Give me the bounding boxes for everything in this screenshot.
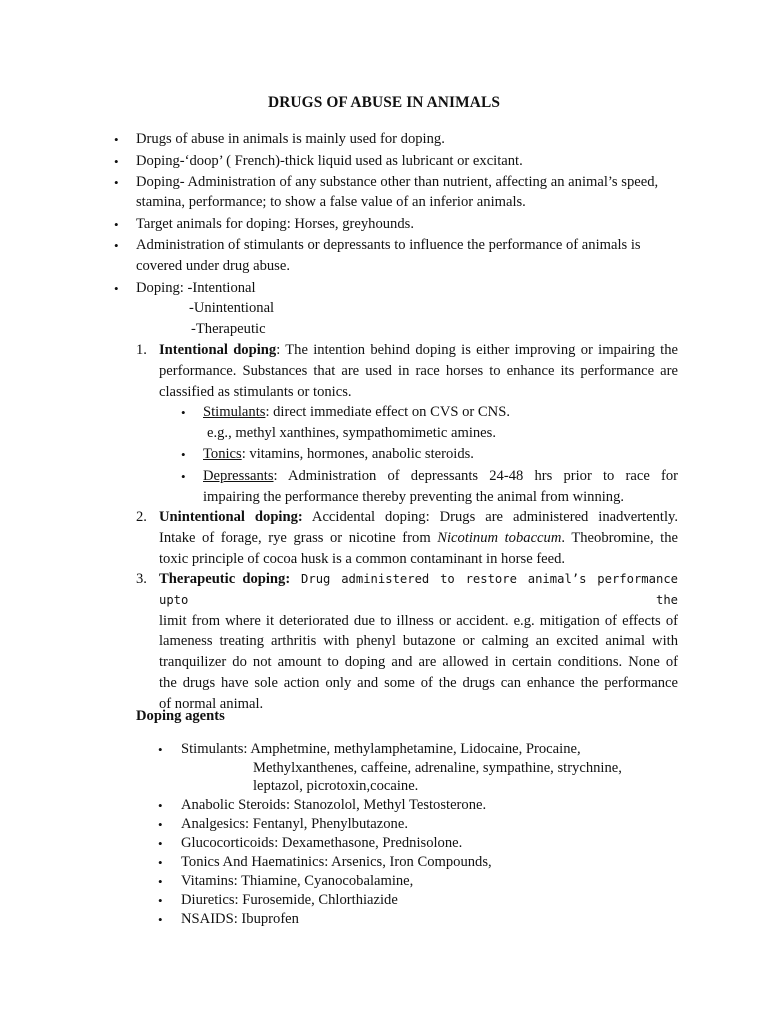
agent-item: Diuretics: Furosemide, Chlorthiazide [181, 892, 398, 908]
bullet-icon: • [181, 469, 186, 484]
depressants-term: Depressants [203, 468, 274, 484]
bullet-icon: • [114, 132, 119, 147]
bullet-icon: • [158, 855, 163, 870]
agent-item-continuation: Methylxanthenes, caffeine, adrenaline, sympathine, strychnine, [253, 760, 622, 776]
bullet-icon: • [158, 912, 163, 927]
list-item: Administration of stimulants or depressants to influence the performance of animals is [136, 237, 641, 253]
list-item: Target animals for doping: Horses, greyhounds. [136, 216, 414, 232]
section-number: 3. [136, 571, 147, 587]
doping-type: -Unintentional [189, 300, 275, 316]
list-item-continuation: covered under drug abuse. [136, 258, 290, 274]
bullet-icon: • [158, 836, 163, 851]
agent-item: Glucocorticoids: Dexamethasone, Prednisolone. [181, 835, 463, 851]
bullet-icon: • [181, 447, 186, 462]
bullet-icon: • [158, 817, 163, 832]
agent-item-continuation: leptazol, picrotoxin,cocaine. [253, 778, 419, 794]
intentional-doping-heading: Intentional doping [159, 342, 277, 358]
doping-agents-heading: Doping agents [136, 708, 225, 724]
agent-item: Anabolic Steroids: Stanozolol, Methyl Testosterone. [181, 797, 487, 813]
bullet-icon: • [114, 281, 119, 296]
therapeutic-doping-heading: Therapeutic doping: [159, 571, 291, 587]
doping-type: -Therapeutic [191, 321, 266, 337]
list-item: Doping-‘doop’ ( French)-thick liquid used as lubricant or excitant. [136, 153, 523, 169]
list-item-continuation: stamina, performance; to show a false value of an inferior animals. [136, 194, 526, 210]
document-title: DRUGS OF ABUSE IN ANIMALS [268, 94, 500, 111]
section-number: 2. [136, 509, 147, 525]
bullet-icon: • [158, 798, 163, 813]
list-item: Doping- Administration of any substance other than nutrient, affecting an animal’s speed, [136, 174, 659, 190]
tonics-term: Tonics [203, 446, 242, 462]
section-number: 1. [136, 342, 147, 358]
agent-item: Tonics And Haematinics: Arsenics, Iron Compounds, [181, 854, 492, 870]
bullet-icon: • [114, 217, 119, 232]
list-item: Tonics: vitamins, hormones, anabolic steroids. [203, 446, 474, 462]
depressants-item: Depressants: Administration of depressants 24-48 hrs prior to race for impairing the performance thereby preventing the animal from winning. [203, 468, 678, 505]
bullet-icon: • [158, 893, 163, 908]
bullet-icon: • [114, 175, 119, 190]
list-item: Doping: -Intentional [136, 280, 256, 296]
agent-item-stimulants: Stimulants: Amphetmine, methylamphetamine, Lidocaine, Procaine, [181, 741, 581, 757]
bullet-icon: • [181, 405, 186, 420]
bullet-icon: • [158, 742, 163, 757]
unintentional-doping-paragraph: Unintentional doping: Accidental doping: Drugs are administered inadvertently. Intake of forage, rye grass or nicotine from Nicotinum tobaccum. Theobromine, the toxic principle of cocoa husk is a common contaminant in horse feed. [159, 509, 678, 567]
bullet-icon: • [114, 154, 119, 169]
list-item: Stimulants: direct immediate effect on CVS or CNS. [203, 404, 510, 420]
agent-item: Analgesics: Fentanyl, Phenylbutazone. [181, 816, 408, 832]
therapeutic-doping-paragraph: Therapeutic doping: Drug administered to restore animal’s performance upto the limit from where it deteriorated due to illness or accident. e.g. mitigation of effects of lameness treating arthritis with phenyl butazone or calming an excited animal with tranquilizer do not amount to doping and are allowed in certain conditions. None of the drugs have sole action only and some of the drugs can enhance the performance of normal animal. [159, 571, 678, 712]
stimulants-term: Stimulants [203, 404, 266, 420]
bullet-icon: • [114, 238, 119, 253]
unintentional-doping-heading: Unintentional doping: [159, 509, 303, 525]
list-item: Drugs of abuse in animals is mainly used for doping. [136, 131, 445, 147]
intentional-doping-paragraph: Intentional doping: The intention behind doping is either improving or impairing the performance. Substances that are used in race horses to enhance its performance are classified as stimulants or tonics. [159, 342, 678, 400]
stimulants-example: e.g., methyl xanthines, sympathomimetic amines. [207, 425, 496, 441]
agent-item: NSAIDS: Ibuprofen [181, 911, 299, 927]
bullet-icon: • [158, 874, 163, 889]
agent-item: Vitamins: Thiamine, Cyanocobalamine, [181, 873, 414, 889]
